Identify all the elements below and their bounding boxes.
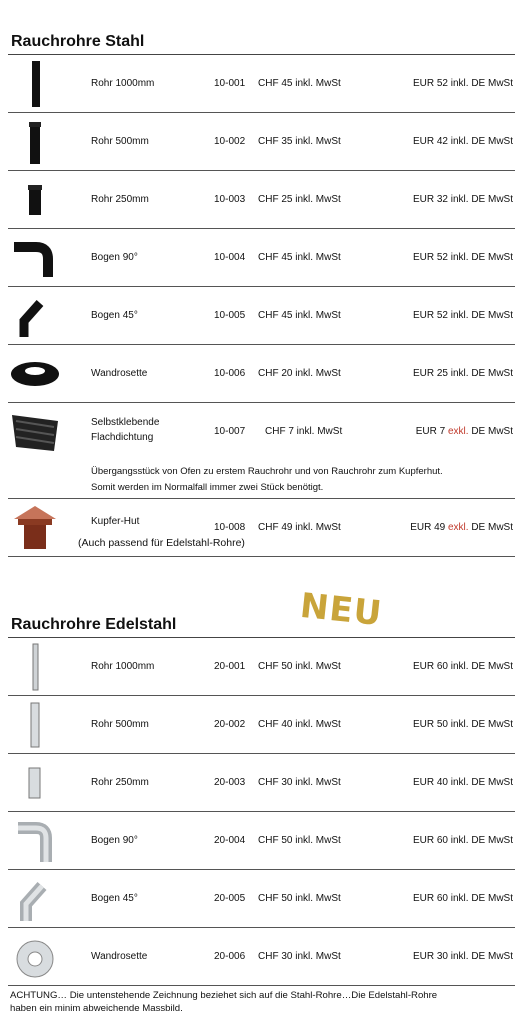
product-name: Bogen 90° bbox=[91, 835, 138, 846]
product-code: 10-002 bbox=[214, 136, 246, 147]
product-code: 20-001 bbox=[214, 661, 246, 672]
note-line: Übergangsstück von Ofen zu erstem Rauchrohr und von Rauchrohr zum Kupferhut. bbox=[91, 466, 443, 477]
price-eur bbox=[413, 893, 513, 904]
product-name: Bogen 45° bbox=[91, 310, 138, 321]
eur-amount: EUR 60 bbox=[412, 893, 448, 904]
steel-elbow-45-icon bbox=[10, 291, 60, 341]
product-name: Kupfer-Hut bbox=[91, 516, 140, 527]
row-divider bbox=[8, 985, 515, 986]
eur-amount: EUR 40 bbox=[412, 777, 448, 788]
eur-tax: inkl. bbox=[450, 719, 469, 730]
product-code: 20-004 bbox=[214, 835, 246, 846]
gasket-tape-icon bbox=[10, 407, 60, 457]
product-row bbox=[8, 345, 515, 403]
product-row bbox=[8, 403, 515, 499]
eur-suffix: DE MwSt bbox=[471, 426, 513, 437]
product-name: Wandrosette bbox=[91, 951, 148, 962]
price-eur bbox=[416, 426, 513, 437]
eur-amount: EUR 25 bbox=[412, 368, 448, 379]
price-chf: CHF 35 inkl. MwSt bbox=[258, 136, 341, 147]
price-eur bbox=[413, 835, 513, 846]
stainless-pipe-medium-icon bbox=[10, 700, 60, 750]
product-code: 10-001 bbox=[214, 78, 246, 89]
eur-tax: inkl. bbox=[450, 951, 469, 962]
product-row bbox=[8, 55, 515, 113]
steel-pipe-long-icon bbox=[10, 59, 60, 109]
product-row bbox=[8, 229, 515, 287]
footer-note bbox=[10, 989, 515, 1015]
eur-suffix: DE MwSt bbox=[471, 661, 513, 672]
product-code: 20-005 bbox=[214, 893, 246, 904]
product-subtitle: (Auch passend für Edelstahl-Rohre) bbox=[78, 537, 245, 549]
eur-tax: inkl. bbox=[450, 194, 469, 205]
eur-suffix: DE MwSt bbox=[471, 893, 513, 904]
eur-tax: inkl. bbox=[450, 310, 469, 321]
eur-tax: inkl. bbox=[450, 777, 469, 788]
eur-amount: EUR 32 bbox=[412, 194, 448, 205]
product-name: Rohr 1000mm bbox=[91, 78, 155, 89]
product-name: Rohr 1000mm bbox=[91, 661, 155, 672]
product-name: Rohr 250mm bbox=[91, 194, 149, 205]
product-row bbox=[8, 499, 515, 557]
stainless-pipe-short-icon bbox=[10, 758, 60, 808]
eur-suffix: DE MwSt bbox=[471, 951, 513, 962]
price-chf: CHF 49 inkl. MwSt bbox=[258, 522, 341, 533]
eur-suffix: DE MwSt bbox=[471, 252, 513, 263]
eur-suffix: DE MwSt bbox=[471, 310, 513, 321]
note-line: Somit werden im Normalfall immer zwei Stück benötigt. bbox=[91, 482, 324, 493]
price-chf: CHF 40 inkl. MwSt bbox=[258, 719, 341, 730]
price-eur bbox=[413, 310, 513, 321]
eur-tax: inkl. bbox=[450, 835, 469, 846]
eur-amount: EUR 60 bbox=[412, 661, 448, 672]
product-row bbox=[8, 812, 515, 870]
price-eur bbox=[413, 777, 513, 788]
footer-line: haben ein minim abweichende Massbild. bbox=[10, 1003, 183, 1014]
copper-hat-icon bbox=[10, 503, 60, 553]
eur-suffix: DE MwSt bbox=[471, 136, 513, 147]
stainless-elbow-45-icon bbox=[10, 874, 60, 924]
price-eur bbox=[413, 78, 513, 89]
eur-amount: EUR 60 bbox=[412, 835, 448, 846]
eur-tax: inkl. bbox=[450, 136, 469, 147]
eur-amount: EUR 7 bbox=[415, 426, 446, 437]
section-title-edelstahl: Rauchrohre Edelstahl bbox=[11, 616, 177, 633]
price-chf: CHF 30 inkl. MwSt bbox=[258, 951, 341, 962]
product-code: 10-003 bbox=[214, 194, 246, 205]
eur-amount: EUR 30 bbox=[412, 951, 448, 962]
price-chf: CHF 45 inkl. MwSt bbox=[258, 78, 341, 89]
price-chf: CHF 25 inkl. MwSt bbox=[258, 194, 341, 205]
price-eur bbox=[413, 252, 513, 263]
eur-tax: inkl. bbox=[450, 252, 469, 263]
eur-tax: inkl. bbox=[450, 661, 469, 672]
product-name: Rohr 500mm bbox=[91, 719, 149, 730]
eur-amount: EUR 42 bbox=[412, 136, 448, 147]
new-badge: NEU bbox=[298, 585, 385, 635]
price-eur bbox=[413, 368, 513, 379]
eur-suffix: DE MwSt bbox=[471, 522, 513, 533]
product-name: Bogen 45° bbox=[91, 893, 138, 904]
product-name: Rohr 500mm bbox=[91, 136, 149, 147]
eur-amount: EUR 50 bbox=[412, 719, 448, 730]
product-code: 10-006 bbox=[214, 368, 246, 379]
eur-amount: EUR 52 bbox=[412, 78, 448, 89]
eur-amount: EUR 52 bbox=[412, 310, 448, 321]
eur-tax-exkl: exkl. bbox=[447, 426, 469, 437]
product-row bbox=[8, 113, 515, 171]
product-row bbox=[8, 171, 515, 229]
price-eur bbox=[413, 136, 513, 147]
product-row bbox=[8, 928, 515, 986]
eur-tax-exkl: exkl. bbox=[447, 522, 469, 533]
stainless-elbow-90-icon bbox=[10, 816, 60, 866]
price-chf: CHF 7 inkl. MwSt bbox=[265, 426, 343, 437]
footer-line: ACHTUNG… Die untenstehende Zeichnung beziehet sich auf die Stahl-Rohre…Die Edelstahl-Rohre bbox=[10, 990, 438, 1001]
price-chf: CHF 45 inkl. MwSt bbox=[258, 310, 341, 321]
product-name-line2: Flachdichtung bbox=[91, 432, 154, 443]
product-name: Bogen 90° bbox=[91, 252, 138, 263]
eur-amount: EUR 52 bbox=[412, 252, 448, 263]
product-name-line1: Selbstklebende bbox=[91, 417, 160, 428]
product-code: 20-003 bbox=[214, 777, 246, 788]
section-title-stahl: Rauchrohre Stahl bbox=[11, 33, 145, 50]
price-eur bbox=[413, 719, 513, 730]
price-chf: CHF 30 inkl. MwSt bbox=[258, 777, 341, 788]
price-chf: CHF 45 inkl. MwSt bbox=[258, 252, 341, 263]
eur-suffix: DE MwSt bbox=[471, 777, 513, 788]
price-eur bbox=[413, 194, 513, 205]
product-code: 10-004 bbox=[214, 252, 246, 263]
eur-tax: inkl. bbox=[450, 893, 469, 904]
product-code: 20-002 bbox=[214, 719, 246, 730]
product-code: 10-008 bbox=[214, 522, 246, 533]
eur-tax: inkl. bbox=[450, 78, 469, 89]
product-name: Rohr 250mm bbox=[91, 777, 149, 788]
product-code: 10-005 bbox=[214, 310, 246, 321]
product-row bbox=[8, 696, 515, 754]
eur-suffix: DE MwSt bbox=[471, 78, 513, 89]
product-row bbox=[8, 754, 515, 812]
steel-pipe-medium-icon bbox=[10, 117, 60, 167]
product-name: Wandrosette bbox=[91, 368, 148, 379]
eur-suffix: DE MwSt bbox=[471, 194, 513, 205]
steel-pipe-short-icon bbox=[10, 175, 60, 225]
product-code: 20-006 bbox=[214, 951, 246, 962]
steel-elbow-90-icon bbox=[10, 233, 60, 283]
steel-rosette-icon bbox=[10, 349, 60, 399]
row-divider bbox=[8, 556, 515, 557]
stainless-rosette-icon bbox=[10, 932, 60, 982]
eur-suffix: DE MwSt bbox=[471, 719, 513, 730]
price-eur bbox=[413, 661, 513, 672]
product-row bbox=[8, 287, 515, 345]
eur-suffix: DE MwSt bbox=[471, 368, 513, 379]
price-eur bbox=[413, 951, 513, 962]
eur-tax: inkl. bbox=[450, 368, 469, 379]
price-eur bbox=[410, 522, 513, 533]
price-chf: CHF 50 inkl. MwSt bbox=[258, 661, 341, 672]
price-chf: CHF 20 inkl. MwSt bbox=[258, 368, 341, 379]
product-row bbox=[8, 870, 515, 928]
product-row bbox=[8, 638, 515, 696]
price-chf: CHF 50 inkl. MwSt bbox=[258, 893, 341, 904]
eur-amount: EUR 49 bbox=[410, 522, 446, 533]
price-chf: CHF 50 inkl. MwSt bbox=[258, 835, 341, 846]
stainless-pipe-long-icon bbox=[10, 642, 60, 692]
product-code: 10-007 bbox=[214, 426, 246, 437]
eur-suffix: DE MwSt bbox=[471, 835, 513, 846]
